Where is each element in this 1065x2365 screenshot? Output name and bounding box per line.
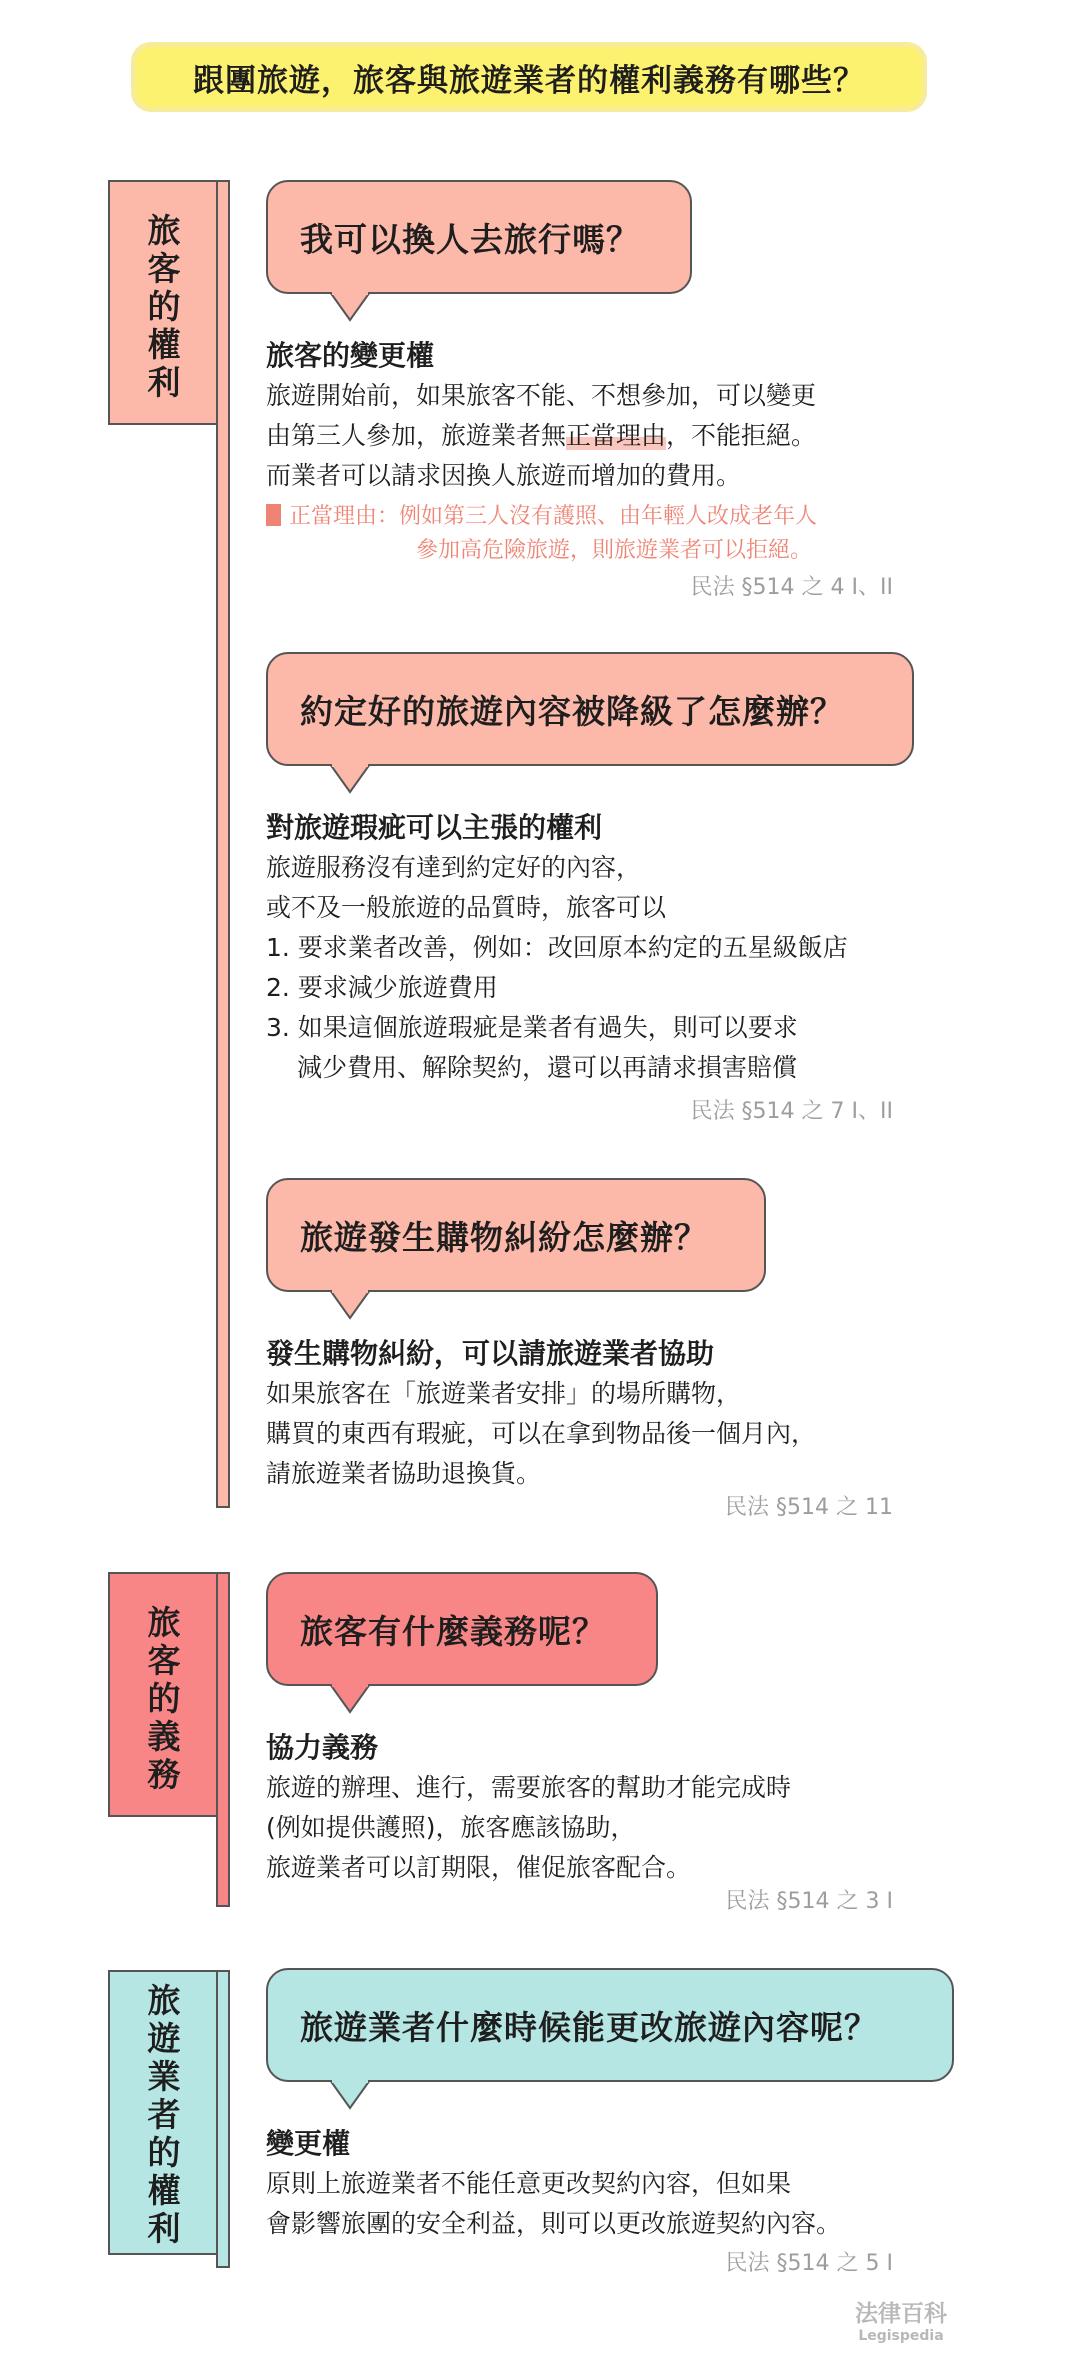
section-body-5: [266, 2164, 841, 2244]
page-title-banner: [131, 42, 927, 112]
label-traveler-duties-text: 旅客的義務: [147, 1603, 181, 1794]
question-bubble-2: [266, 652, 914, 766]
note-marker-icon: [266, 504, 281, 526]
question-bubble-3: [266, 1178, 766, 1292]
bubble-tail-1: [330, 292, 370, 322]
bubble-tail-2: [330, 764, 370, 794]
section-body-3: [266, 1374, 816, 1494]
question-5: 旅遊業者什麼時候能更改旅遊內容呢？: [300, 2007, 878, 2047]
body-line: (例如提供護照)，旅客應該協助，: [266, 1813, 636, 1842]
citation-2: 民法 §514 之 7 I、II: [690, 1099, 893, 1124]
body-line: [266, 416, 816, 456]
list-item-continuation: 減少費用、解除契約，還可以再請求損害賠償: [297, 1053, 798, 1082]
body-line: 旅遊開始前，如果旅客不能、不想參加，可以變更: [266, 381, 817, 410]
note-line: 參加高危險旅遊，則旅遊業者可以拒絕。: [416, 538, 813, 563]
page-title: 跟團旅遊，旅客與旅遊業者的權利義務有哪些？: [193, 62, 865, 99]
body-line: 購買的東西有瑕疵，可以在拿到物品後一個月內，: [266, 1419, 817, 1448]
body-text: ，不能拒絕。: [666, 421, 817, 450]
timeline-bar-duties: [216, 1572, 230, 1907]
section-heading-3: 發生購物糾紛，可以請旅遊業者協助: [266, 1337, 715, 1370]
list-item: 3. 如果這個旅遊瑕疵是業者有過失，則可以要求: [266, 1013, 798, 1042]
section-heading-1: 旅客的變更權: [266, 339, 435, 372]
question-bubble-4: [266, 1572, 658, 1686]
highlight-text: 正當理由: [566, 421, 667, 450]
label-traveler-rights: [108, 180, 218, 425]
question-3: 旅遊發生購物糾紛怎麼辦？: [300, 1217, 708, 1257]
list-item: 1. 要求業者改善，例如：改回原本約定的五星級飯店: [266, 933, 848, 962]
body-line: 或不及一般旅遊的品質時，旅客可以: [266, 893, 667, 922]
body-text: 由第三人參加，旅遊業者無: [266, 421, 567, 450]
question-bubble-5: [266, 1968, 954, 2082]
body-line: 如果旅客在「旅遊業者安排」的場所購物，: [266, 1379, 742, 1408]
section-body-2: [266, 848, 848, 1088]
body-line: 請旅遊業者協助退換貨。: [266, 1459, 542, 1488]
body-line: 旅遊業者可以訂期限，催促旅客配合。: [266, 1853, 692, 1882]
citation-4: 民法 §514 之 3 I: [725, 1889, 893, 1914]
question-2: 約定好的旅遊內容被降級了怎麼辦？: [300, 691, 844, 731]
label-operator-rights-text: 旅遊業者的權利: [147, 1981, 181, 2248]
section-heading-4: 協力義務: [266, 1731, 379, 1764]
citation-5: 民法 §514 之 5 I: [725, 2251, 893, 2276]
label-traveler-duties: [108, 1572, 218, 1817]
section-body-4: [266, 1768, 791, 1888]
timeline-bar-rights: [216, 180, 230, 1508]
question-bubble-1: [266, 180, 692, 294]
question-1: 我可以換人去旅行嗎？: [300, 219, 640, 259]
brand-logo: [846, 2295, 956, 2344]
section-heading-5: 變更權: [266, 2127, 351, 2160]
body-line: 旅遊的辦理、進行，需要旅客的幫助才能完成時: [266, 1773, 792, 1802]
note-justified-reason: [266, 500, 817, 568]
list-item: 2. 要求減少旅遊費用: [266, 973, 498, 1002]
section-body-1: [266, 376, 816, 496]
note-line: 正當理由：例如第三人沒有護照、由年輕人改成老年人: [289, 504, 818, 529]
label-operator-rights: [108, 1970, 218, 2255]
bubble-tail-4: [330, 1684, 370, 1714]
citation-3: 民法 §514 之 11: [725, 1495, 893, 1520]
citation-1: 民法 §514 之 4 I、II: [690, 575, 893, 600]
timeline-bar-operator: [216, 1970, 230, 2268]
brand-name: 法律百科: [855, 2301, 947, 2327]
body-line: 旅遊服務沒有達到約定好的內容，: [266, 853, 642, 882]
body-line: 而業者可以請求因換人旅遊而增加的費用。: [266, 461, 742, 490]
bubble-tail-5: [330, 2080, 370, 2110]
brand-name-en: Legispedia: [858, 2328, 944, 2344]
question-4: 旅客有什麼義務呢？: [300, 1611, 606, 1651]
body-line: 會影響旅團的安全利益，則可以更改旅遊契約內容。: [266, 2209, 842, 2238]
bubble-tail-3: [330, 1290, 370, 1320]
label-traveler-rights-text: 旅客的權利: [147, 211, 181, 402]
section-heading-2: 對旅遊瑕疵可以主張的權利: [266, 811, 603, 844]
body-line: 原則上旅遊業者不能任意更改契約內容，但如果: [266, 2169, 792, 2198]
